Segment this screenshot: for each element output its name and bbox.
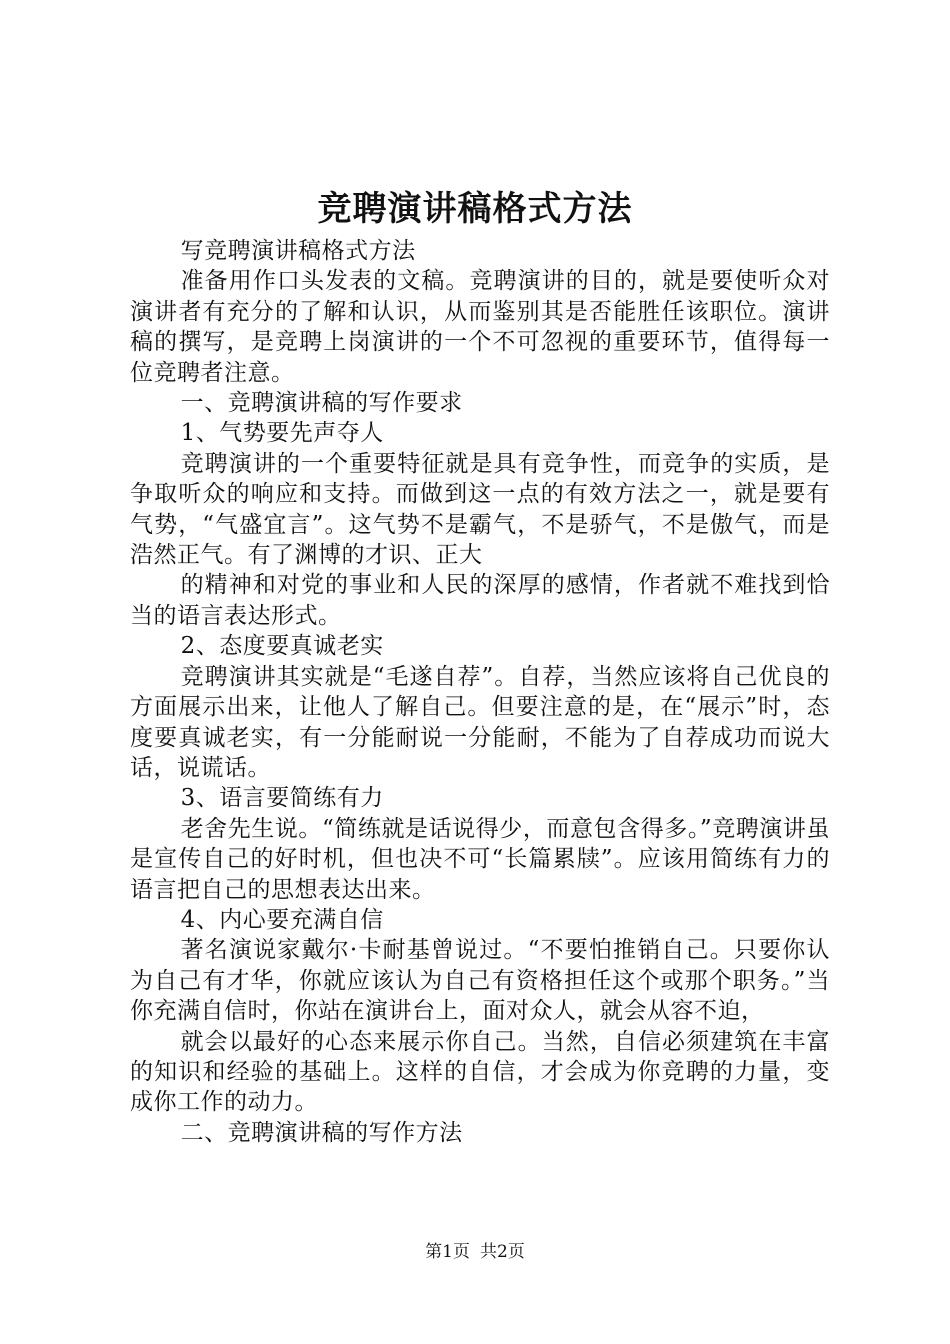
page-total: 共2页	[480, 1242, 525, 1262]
subheading-sincerity: 2、态度要真诚老实	[180, 633, 384, 660]
section-heading-requirements: 一、竞聘演讲稿的写作要求	[180, 390, 463, 417]
paragraph-concise-language: 老舍先生说。“简练就是话说得少，而意包含得多。”竞聘演讲虽是宣传自己的好时机，但也决不可“长篇累牍”。应该用简练有力的语言把自己的思想表达出来。	[130, 815, 830, 903]
page-footer	[0, 1240, 950, 1264]
paragraph-intro: 准备用作口头发表的文稿。竞聘演讲的目的，就是要使听众对演讲者有充分的了解和认识，从而鉴别其是否能胜任该职位。演讲稿的撰写，是竞聘上岗演讲的一个不可忽视的重要环节，值得每一位竞聘者注意。	[130, 268, 830, 386]
section-heading-methods: 二、竞聘演讲稿的写作方法	[180, 1119, 463, 1146]
paragraph-subtitle: 写竞聘演讲稿格式方法	[180, 238, 416, 264]
paragraph-confidence: 著名演说家戴尔·卡耐基曾说过。“不要怕推销自己。只要你认为自己有才华，你就应该认为自己有资格担任这个或那个职务。”当你充满自信时，你站在演讲台上，面对众人，就会从容不迫，	[130, 937, 830, 1025]
document-body	[130, 236, 830, 1148]
subheading-momentum: 1、气势要先声夺人	[180, 420, 384, 447]
page-number: 第1页	[425, 1242, 470, 1262]
paragraph-sincerity: 竞聘演讲其实就是“毛遂自荐”。自荐，当然应该将自己优良的方面展示出来，让他人了解自己。但要注意的是，在“展示”时，态度要真诚老实，有一分能耐说一分能耐，不能为了自荐成功而说大话，说谎话。	[130, 663, 830, 781]
subheading-confidence: 4、内心要充满自信	[180, 906, 384, 933]
paragraph-confidence-continued: 就会以最好的心态来展示你自己。当然，自信必须建筑在丰富的知识和经验的基础上。这样的自信，才会成为你竞聘的力量，变成你工作的动力。	[130, 1028, 830, 1116]
document-title: 竞聘演讲稿格式方法	[317, 189, 633, 229]
subheading-concise-language: 3、语言要简练有力	[180, 785, 384, 812]
paragraph-momentum-continued: 的精神和对党的事业和人民的深厚的感情，作者就不难找到恰当的语言表达形式。	[130, 572, 830, 629]
paragraph-momentum: 竞聘演讲的一个重要特征就是具有竞争性，而竞争的实质，是争取听众的响应和支持。而做到这一点的有效方法之一，就是要有气势，“气盛宜言”。这气势不是霸气，不是骄气，不是傲气，而是浩然正气。有了渊博的才识、正大	[130, 450, 830, 569]
